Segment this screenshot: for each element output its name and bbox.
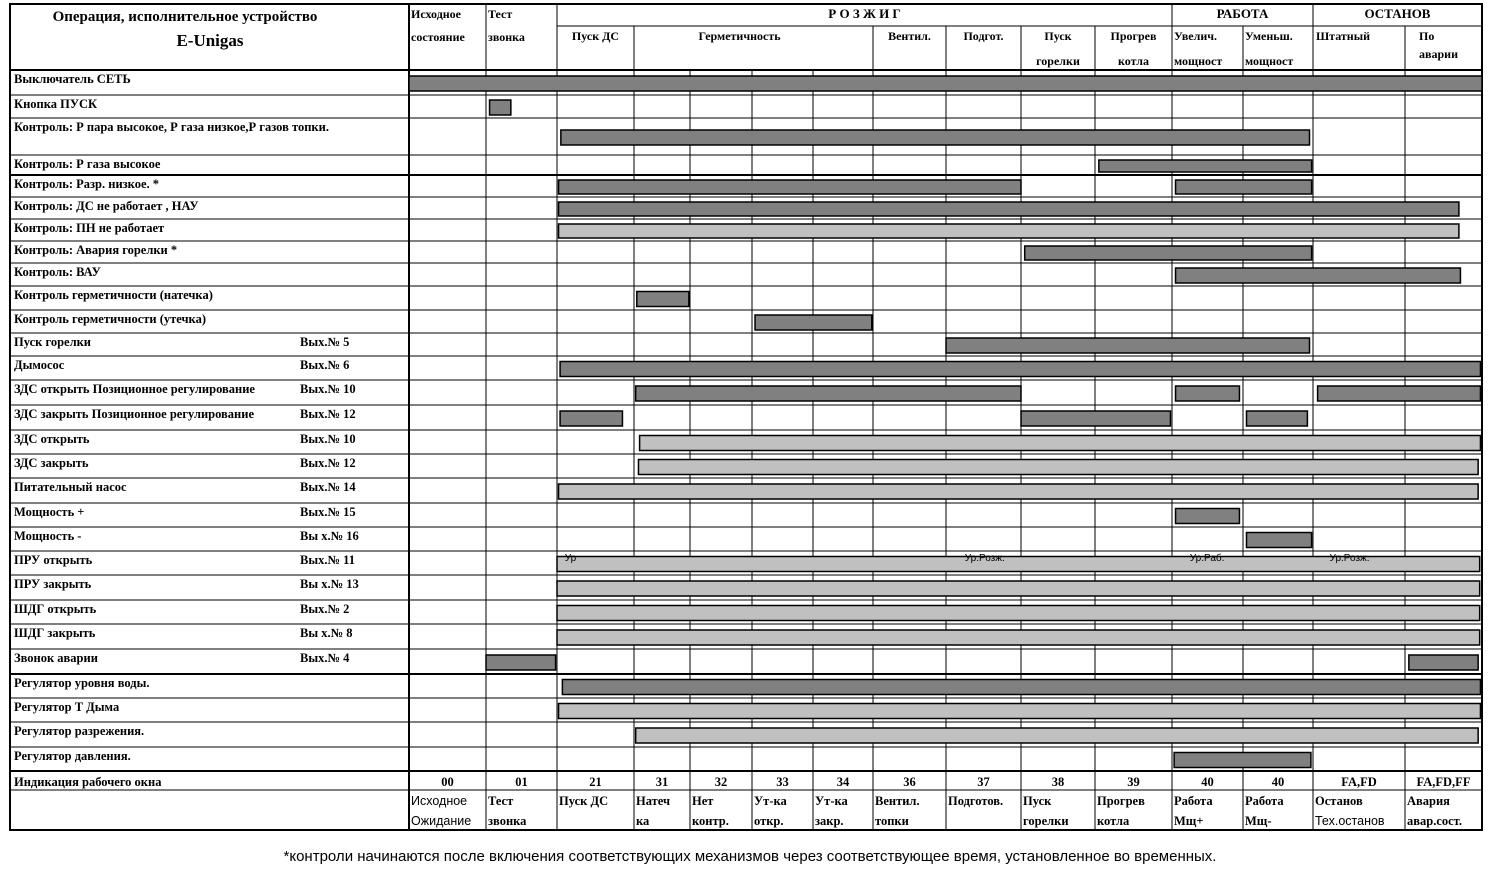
timing-bar (561, 130, 1310, 145)
subheader-label: Прогрев (1110, 29, 1157, 43)
header-title-line2: E-Unigas (176, 31, 244, 50)
table-row (14, 432, 1480, 451)
timing-bar (1099, 160, 1312, 172)
table-row (14, 724, 1478, 743)
row-output: Вы х.№ 13 (300, 577, 359, 591)
indication-mode: топки (875, 814, 909, 828)
table-row (14, 265, 1460, 283)
subheader-label: Пуск ДС (571, 29, 620, 43)
subheader-label: Герметичность (698, 29, 781, 43)
level-note: Ур.Раб. (1189, 553, 1225, 564)
indication-mode: Ут-ка (754, 794, 787, 808)
indication-mode: Ожидание (411, 814, 472, 828)
row-output: Вых.№ 12 (300, 407, 356, 421)
indication-mode: Авария (1407, 794, 1450, 808)
table-row (14, 552, 1480, 572)
row-label: Регулятор уровня воды. (14, 676, 150, 690)
timing-bar (1247, 411, 1308, 426)
row-output: Вых.№ 11 (300, 553, 355, 567)
table-row (14, 72, 1482, 91)
timing-bar (557, 606, 1480, 621)
timing-bar (1409, 655, 1478, 670)
group-header-test: звонка (488, 30, 525, 44)
row-output: Вых.№ 10 (300, 432, 356, 446)
table-row (14, 177, 1312, 194)
row-output: Вых.№ 4 (300, 651, 350, 665)
indication-mode: звонка (488, 814, 527, 828)
level-note: Ур.Розж. (964, 553, 1005, 564)
footnote: *контроли начинаются после включения соответствующих механизмов через соответствующее время, установленное во временных. (283, 848, 1217, 865)
row-label: ШДГ закрыть (14, 626, 96, 640)
row-label: Контроль: Р газа высокое (14, 157, 161, 171)
row-label: Мощность + (14, 505, 85, 519)
group-header-test: Тест (488, 7, 513, 21)
row-label: Контроль: ВАУ (14, 265, 101, 279)
timing-bar (1176, 268, 1461, 283)
timing-bar (640, 436, 1481, 451)
indication-mode: Тест (488, 794, 514, 808)
indication-code: 32 (714, 775, 728, 789)
indication-mode: Вентил. (875, 794, 920, 808)
table-row (14, 407, 1307, 426)
table-row (14, 199, 1459, 216)
timing-bar (559, 180, 1021, 194)
row-label: ЗДС закрыть (14, 456, 89, 470)
table-row (14, 651, 1478, 670)
timing-bar (559, 224, 1459, 238)
row-label: Дымосос (14, 358, 65, 372)
timing-bar (557, 581, 1480, 596)
indication-code: 40 (1201, 775, 1214, 789)
table-row (14, 676, 1480, 695)
row-label: Регулятор давления. (14, 749, 131, 763)
row-label: Кнопка ПУСК (14, 97, 98, 111)
indication-mode: Прогрев (1097, 794, 1145, 808)
group-header-rabota: РАБОТА (1216, 6, 1269, 21)
indication-mode: закр. (815, 814, 844, 828)
indication-code: 34 (836, 775, 850, 789)
indication-code: 40 (1271, 775, 1285, 789)
row-label: Контроль: ПН не работает (14, 221, 165, 235)
row-label: Питательный насос (14, 480, 127, 494)
indication-code: FA,FD,FF (1416, 775, 1471, 789)
row-label: Регулятор разрежения. (14, 724, 145, 738)
row-label: Контроль герметичности (натечка) (14, 288, 213, 302)
timing-bar (1176, 386, 1240, 401)
row-label: ПРУ закрыть (14, 577, 92, 591)
table-row (14, 221, 1459, 238)
indication-mode: Мщ- (1245, 814, 1272, 828)
level-note: Ур.Розж. (1329, 553, 1370, 564)
row-output: Вых.№ 10 (300, 382, 356, 396)
indication-mode: Исходное (411, 794, 468, 808)
indication-mode: авар.сост. (1407, 814, 1462, 828)
indication-mode: Ут-ка (815, 794, 848, 808)
row-label: Звонок аварии (14, 651, 98, 665)
table-row (14, 602, 1480, 621)
group-header-ostanov: ОСТАНОВ (1364, 6, 1431, 21)
timing-bar (560, 362, 1480, 377)
indication-code: 38 (1051, 775, 1065, 789)
row-output: Вых.№ 6 (300, 358, 350, 372)
row-output: Вых.№ 5 (300, 335, 350, 349)
table-row (14, 157, 1312, 172)
timing-bar (1176, 509, 1240, 524)
row-label: ЗДС открыть Позиционное регулирование (14, 382, 255, 396)
table-row (14, 312, 872, 330)
timing-bar (559, 484, 1479, 499)
timing-bar (637, 292, 689, 307)
subheader-label: Уменьш. (1245, 29, 1293, 43)
row-label: Контроль: Р пара высокое, Р газа низкое,Р газов топки. (14, 120, 329, 134)
indication-label: Индикация рабочего окна (14, 775, 162, 789)
timing-bar (559, 704, 1481, 719)
row-label: Мощность - (14, 529, 82, 543)
header-title-line1: Операция, исполнительное устройство (52, 9, 318, 25)
table-row (14, 243, 1312, 260)
indication-mode: ка (636, 814, 650, 828)
table-row (14, 577, 1480, 596)
row-label: Контроль герметичности (утечка) (14, 312, 206, 326)
subheader-label: горелки (1036, 54, 1080, 68)
indication-code: 33 (776, 775, 789, 789)
indication-mode: Работа (1174, 794, 1213, 808)
subheader-label: котла (1118, 54, 1149, 68)
row-label: ЗДС открыть (14, 432, 90, 446)
subheader-label: Вентил. (888, 29, 931, 43)
timing-bar (946, 338, 1310, 353)
row-label: ПРУ открыть (14, 553, 93, 567)
table-row (14, 358, 1480, 377)
timing-bar (559, 202, 1459, 216)
indication-code: FA,FD (1341, 775, 1377, 789)
timing-bar (1247, 533, 1312, 548)
row-label: Регулятор Т Дыма (14, 700, 120, 714)
timing-bar (560, 411, 622, 426)
row-label: Контроль: Авария горелки * (14, 243, 178, 257)
subheader-label: мощност (1245, 54, 1294, 68)
row-label: ШДГ открыть (14, 602, 97, 616)
group-header-rozhig: Р О З Ж И Г (828, 6, 901, 21)
table-row (14, 480, 1478, 499)
subheader-label: аварии (1419, 47, 1458, 61)
indication-code: 01 (515, 775, 528, 789)
table-row (14, 335, 1310, 353)
timing-bar (638, 460, 1478, 475)
row-output: Вых.№ 14 (300, 480, 356, 494)
row-label: Контроль: Разр. низкое. * (14, 177, 160, 191)
indication-code: 36 (903, 775, 916, 789)
table-row (14, 120, 1310, 145)
subheader-label: Подгот. (963, 29, 1004, 43)
timing-bar (1176, 180, 1312, 194)
indication-mode: Мщ+ (1174, 814, 1204, 828)
subheader-label: мощност (1174, 54, 1223, 68)
row-output: Вы х.№ 8 (300, 626, 353, 640)
table-row (14, 700, 1480, 719)
timing-bar (1174, 753, 1311, 768)
table-row (14, 749, 1311, 768)
row-label: ЗДС закрыть Позиционное регулирование (14, 407, 255, 421)
indication-mode: Пуск ДС (559, 794, 609, 808)
indication-mode: котла (1097, 814, 1130, 828)
timing-bar (636, 728, 1478, 743)
table-row (14, 382, 1480, 401)
indication-mode: горелки (1023, 814, 1069, 828)
indication-code: 31 (655, 775, 669, 789)
group-header-ishod: состояние (411, 30, 465, 44)
subheader-label: Штатный (1316, 29, 1370, 43)
timing-bar (636, 386, 1021, 401)
indication-mode: Работа (1245, 794, 1284, 808)
timing-bar (557, 630, 1480, 645)
table-row (14, 529, 1312, 548)
timing-bar (486, 655, 556, 670)
row-label: Выключатель СЕТЬ (14, 72, 131, 86)
timing-bar (755, 315, 872, 330)
indication-mode: Натеч (636, 794, 671, 808)
row-output: Вых.№ 2 (300, 602, 350, 616)
indication-mode: Подготов. (948, 794, 1004, 808)
table-row (14, 97, 511, 115)
table-row (14, 626, 1480, 645)
subheader-label: Пуск (1044, 29, 1072, 43)
indication-code: 21 (589, 775, 602, 789)
group-header-ishod: Исходное (411, 7, 462, 21)
table-row (14, 288, 689, 307)
table-row (14, 456, 1478, 475)
table-row (14, 505, 1239, 524)
row-label: Контроль: ДС не работает , НАУ (14, 199, 199, 213)
row-output: Вых.№ 12 (300, 456, 356, 470)
indication-mode: контр. (692, 814, 729, 828)
indication-mode: Тех.останов (1315, 814, 1385, 828)
indication-mode: Останов (1315, 794, 1363, 808)
indication-mode: Пуск (1023, 794, 1052, 808)
subheader-label: По (1419, 29, 1435, 43)
indication-code: 00 (441, 775, 454, 789)
row-output: Вы х.№ 16 (300, 529, 359, 543)
row-output: Вых.№ 15 (300, 505, 356, 519)
subheader-label: Увелич. (1174, 29, 1218, 43)
timing-bar (1025, 246, 1312, 260)
timing-bar (562, 680, 1480, 695)
indication-code: 39 (1127, 775, 1140, 789)
timing-bar (409, 76, 1482, 91)
indication-mode: откр. (754, 814, 784, 828)
timing-bar (1318, 386, 1481, 401)
level-note: Ур (564, 553, 577, 564)
indication-code: 37 (977, 775, 990, 789)
row-label: Пуск горелки (14, 335, 91, 349)
indication-mode: Нет (692, 794, 714, 808)
timing-bar (490, 100, 511, 115)
timing-bar (1021, 411, 1170, 426)
